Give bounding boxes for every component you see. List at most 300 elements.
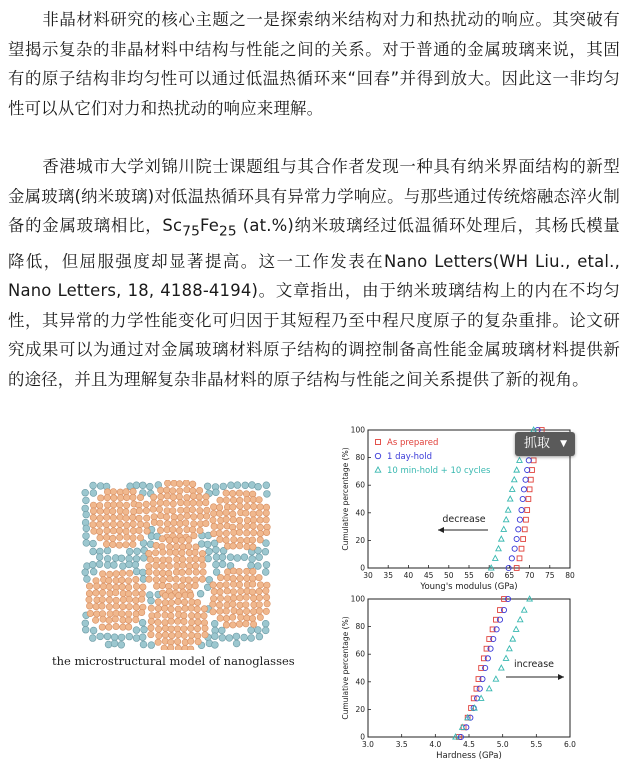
grain-atom bbox=[136, 508, 142, 514]
grain-atom bbox=[186, 583, 192, 589]
interface-atom bbox=[219, 561, 226, 568]
grain-atom bbox=[175, 592, 181, 598]
interface-atom bbox=[141, 626, 148, 633]
grain-atom bbox=[133, 617, 139, 623]
grain-atom bbox=[99, 624, 105, 630]
interface-atom bbox=[133, 568, 140, 575]
grain-atom bbox=[224, 569, 230, 575]
grain-atom bbox=[104, 514, 110, 520]
grain-atom bbox=[187, 557, 193, 563]
interface-atom bbox=[255, 483, 262, 490]
grain-atom bbox=[164, 480, 170, 486]
figure bbox=[0, 418, 630, 766]
grain-atom bbox=[231, 608, 237, 614]
interface-atom bbox=[212, 642, 219, 649]
grain-atom bbox=[185, 577, 191, 583]
chart-annotation: decrease bbox=[442, 514, 486, 525]
interface-atom bbox=[82, 620, 89, 627]
grain-atom bbox=[99, 571, 105, 577]
grain-atom bbox=[110, 521, 116, 527]
grain-atom bbox=[216, 504, 222, 510]
grain-atom bbox=[263, 517, 269, 523]
grain-atom bbox=[96, 528, 102, 534]
grain-atom bbox=[159, 582, 165, 588]
grain-atom bbox=[237, 595, 243, 601]
grain-atom bbox=[157, 527, 163, 533]
grain-atom bbox=[194, 625, 200, 631]
grain-atom bbox=[159, 536, 165, 542]
grain-atom bbox=[155, 639, 161, 645]
x-tick-label: 60 bbox=[484, 571, 494, 580]
grain-atom bbox=[223, 509, 229, 515]
grain-atom bbox=[256, 588, 262, 594]
grain-atom bbox=[199, 550, 205, 556]
x-tick-label: 80 bbox=[565, 571, 575, 580]
legend-label: 10 min-hold + 10 cycles bbox=[387, 466, 491, 476]
interface-atom bbox=[82, 626, 89, 633]
x-tick-label: 75 bbox=[545, 571, 555, 580]
grain-atom bbox=[238, 588, 244, 594]
interface-atom bbox=[206, 548, 213, 555]
grain-atom bbox=[203, 520, 209, 526]
interface-atom bbox=[90, 490, 97, 497]
interface-atom bbox=[213, 554, 220, 561]
grain-atom bbox=[177, 488, 183, 494]
grain-atom bbox=[243, 510, 249, 516]
grain-atom bbox=[188, 625, 194, 631]
grain-atom bbox=[264, 601, 270, 607]
grain-atom bbox=[119, 577, 125, 583]
grain-atom bbox=[106, 597, 112, 603]
legend-label: As prepared bbox=[387, 438, 439, 448]
grain-atom bbox=[189, 619, 195, 625]
grain-atom bbox=[96, 521, 102, 527]
grain-atom bbox=[120, 624, 126, 630]
grain-atom bbox=[166, 563, 172, 569]
interface-atom bbox=[111, 634, 118, 641]
grain-atom bbox=[170, 494, 176, 500]
grain-atom bbox=[113, 597, 119, 603]
grain-atom bbox=[86, 603, 92, 609]
grain-atom bbox=[98, 495, 104, 501]
grain-atom bbox=[257, 517, 263, 523]
grain-atom bbox=[200, 562, 206, 568]
grain-atom bbox=[263, 510, 269, 516]
grain-atom bbox=[110, 508, 116, 514]
interface-atom bbox=[263, 540, 270, 547]
grain-atom bbox=[143, 508, 149, 514]
grain-atom bbox=[197, 513, 203, 519]
grain-atom bbox=[216, 602, 222, 608]
grain-atom bbox=[155, 599, 161, 605]
grain-atom bbox=[256, 497, 262, 503]
grain-atom bbox=[117, 495, 123, 501]
grab-button[interactable] bbox=[515, 432, 575, 456]
grain-atom bbox=[193, 556, 199, 562]
grain-atom bbox=[124, 494, 130, 500]
grain-atom bbox=[176, 481, 182, 487]
grain-atom bbox=[250, 581, 256, 587]
interface-atom bbox=[262, 569, 269, 576]
grain-atom bbox=[113, 577, 119, 583]
grain-atom bbox=[117, 534, 123, 540]
y-tick-label: 40 bbox=[355, 508, 365, 518]
grain-atom bbox=[93, 590, 99, 596]
interface-atom bbox=[148, 642, 155, 649]
grain-atom bbox=[223, 615, 229, 621]
grain-atom bbox=[230, 614, 236, 620]
grain-atom bbox=[117, 521, 123, 527]
interface-atom bbox=[104, 562, 111, 569]
grain-atom bbox=[201, 613, 207, 619]
interface-atom bbox=[118, 555, 125, 562]
interface-atom bbox=[133, 482, 140, 489]
grain-atom bbox=[103, 534, 109, 540]
grain-atom bbox=[170, 508, 176, 514]
grab-button-label: 抓取 bbox=[524, 436, 551, 451]
grain-atom bbox=[190, 493, 196, 499]
interface-atom bbox=[140, 641, 147, 648]
grain-atom bbox=[160, 549, 166, 555]
grain-atom bbox=[170, 501, 176, 507]
grain-atom bbox=[119, 584, 125, 590]
interface-atom bbox=[234, 482, 241, 489]
grain-atom bbox=[148, 625, 154, 631]
grain-atom bbox=[170, 488, 176, 494]
grain-atom bbox=[177, 521, 183, 527]
interface-atom bbox=[97, 633, 104, 640]
interface-atom bbox=[118, 634, 125, 641]
x-tick-label: 65 bbox=[504, 571, 515, 580]
figure-caption: the microstructural model of nanoglasses bbox=[52, 654, 295, 668]
grain-atom bbox=[257, 524, 263, 530]
grain-atom bbox=[130, 488, 136, 494]
grain-atom bbox=[250, 595, 256, 601]
grain-atom bbox=[139, 596, 145, 602]
chart-annotation: increase bbox=[513, 659, 555, 670]
grain-atom bbox=[243, 594, 249, 600]
grain-atom bbox=[224, 575, 230, 581]
grain-atom bbox=[166, 557, 172, 563]
y-tick-label: 20 bbox=[355, 535, 365, 545]
grain-atom bbox=[238, 614, 244, 620]
interface-atom bbox=[96, 554, 103, 561]
grain-atom bbox=[168, 618, 174, 624]
grain-atom bbox=[250, 621, 256, 627]
interface-atom bbox=[248, 627, 255, 634]
grain-atom bbox=[164, 487, 170, 493]
grain-atom bbox=[237, 503, 243, 509]
grain-atom bbox=[143, 501, 149, 507]
grain-atom bbox=[110, 489, 116, 495]
interface-atom bbox=[213, 546, 220, 553]
grain-atom bbox=[159, 563, 165, 569]
grain-atom bbox=[170, 526, 176, 532]
grain-atom bbox=[143, 522, 149, 528]
x-tick-label: 6.0 bbox=[564, 740, 576, 749]
grain-atom bbox=[155, 626, 161, 632]
interface-atom bbox=[219, 554, 226, 561]
interface-atom bbox=[148, 597, 155, 604]
interface-atom bbox=[82, 505, 89, 512]
grain-atom bbox=[110, 515, 116, 521]
grain-atom bbox=[100, 583, 106, 589]
grain-atom bbox=[263, 608, 269, 614]
paragraph-findings bbox=[8, 152, 620, 394]
grain-atom bbox=[190, 481, 196, 487]
grain-atom bbox=[223, 490, 229, 496]
grain-atom bbox=[164, 493, 170, 499]
grain-atom bbox=[125, 578, 131, 584]
grain-atom bbox=[87, 610, 93, 616]
grain-atom bbox=[202, 625, 208, 631]
grain-atom bbox=[237, 602, 243, 608]
grain-atom bbox=[230, 622, 236, 628]
grain-atom bbox=[201, 606, 207, 612]
grain-atom bbox=[223, 530, 229, 536]
grain-atom bbox=[249, 537, 255, 543]
grain-atom bbox=[188, 646, 194, 650]
grain-atom bbox=[197, 507, 203, 513]
legend-label: 1 day-hold bbox=[387, 452, 433, 462]
interface-atom bbox=[233, 640, 240, 647]
grain-atom bbox=[131, 508, 137, 514]
y-tick-label: 100 bbox=[350, 426, 365, 435]
grain-atom bbox=[196, 494, 202, 500]
grain-atom bbox=[117, 508, 123, 514]
grain-atom bbox=[147, 556, 153, 562]
grain-atom bbox=[146, 569, 152, 575]
grain-atom bbox=[175, 598, 181, 604]
grain-atom bbox=[157, 520, 163, 526]
x-tick-label: 5.5 bbox=[530, 740, 543, 749]
interface-atom bbox=[249, 482, 256, 489]
grain-atom bbox=[244, 523, 250, 529]
caret-down-icon: ▼ bbox=[560, 439, 567, 449]
grain-atom bbox=[190, 500, 196, 506]
grain-atom bbox=[231, 536, 237, 542]
grain-atom bbox=[94, 583, 100, 589]
grain-atom bbox=[189, 507, 195, 513]
grain-atom bbox=[192, 577, 198, 583]
grain-atom bbox=[236, 529, 242, 535]
grain-atom bbox=[106, 617, 112, 623]
interface-atom bbox=[228, 482, 235, 489]
grain-atom bbox=[162, 638, 168, 644]
grain-atom bbox=[188, 632, 194, 638]
grain-atom bbox=[173, 549, 179, 555]
grain-atom bbox=[148, 618, 154, 624]
grain-atom bbox=[123, 515, 129, 521]
interface-atom bbox=[211, 620, 218, 627]
grain-atom bbox=[188, 638, 194, 644]
interface-atom bbox=[262, 627, 269, 634]
grain-atom bbox=[231, 529, 237, 535]
grain-atom bbox=[188, 592, 194, 598]
x-tick-label: 55 bbox=[464, 571, 474, 580]
grain-atom bbox=[94, 611, 100, 617]
grain-atom bbox=[223, 622, 229, 628]
interface-atom bbox=[256, 554, 263, 561]
grain-atom bbox=[244, 530, 250, 536]
grain-atom bbox=[194, 606, 200, 612]
grain-atom bbox=[191, 514, 197, 520]
grain-atom bbox=[161, 605, 167, 611]
grain-atom bbox=[133, 583, 139, 589]
grain-atom bbox=[250, 568, 256, 574]
grain-atom bbox=[146, 550, 152, 556]
grain-atom bbox=[150, 506, 156, 512]
x-tick-label: 45 bbox=[423, 571, 434, 580]
grain-atom bbox=[93, 603, 99, 609]
grain-atom bbox=[162, 625, 168, 631]
grain-atom bbox=[162, 593, 168, 599]
grain-atom bbox=[250, 511, 256, 517]
grain-atom bbox=[116, 527, 122, 533]
grain-atom bbox=[211, 523, 217, 529]
interface-atom bbox=[234, 555, 241, 562]
y-tick-label: 40 bbox=[355, 677, 365, 687]
interface-atom bbox=[213, 489, 220, 496]
grain-atom bbox=[155, 605, 161, 611]
y-tick-label: 60 bbox=[355, 649, 365, 659]
grain-atom bbox=[236, 582, 242, 588]
grain-atom bbox=[210, 601, 216, 607]
grain-atom bbox=[164, 521, 170, 527]
grain-atom bbox=[195, 619, 201, 625]
grain-atom bbox=[250, 608, 256, 614]
grain-atom bbox=[223, 608, 229, 614]
interface-atom bbox=[133, 627, 140, 634]
grain-atom bbox=[230, 497, 236, 503]
grain-atom bbox=[163, 500, 169, 506]
grain-atom bbox=[224, 602, 230, 608]
grain-atom bbox=[204, 513, 210, 519]
x-tick-label: 4.5 bbox=[463, 740, 475, 749]
grain-atom bbox=[126, 570, 132, 576]
grain-atom bbox=[199, 576, 205, 582]
grain-atom bbox=[107, 611, 113, 617]
grain-atom bbox=[119, 611, 125, 617]
grain-atom bbox=[130, 541, 136, 547]
grain-atom bbox=[152, 550, 158, 556]
grain-atom bbox=[99, 603, 105, 609]
x-tick-label: 40 bbox=[403, 571, 414, 580]
interface-atom bbox=[213, 569, 220, 576]
grain-atom bbox=[189, 599, 195, 605]
interface-atom bbox=[90, 540, 97, 547]
grain-atom bbox=[230, 568, 236, 574]
interface-atom bbox=[211, 633, 218, 640]
grain-atom bbox=[236, 568, 242, 574]
y-tick-label: 0 bbox=[360, 563, 365, 573]
interface-atom bbox=[90, 548, 97, 555]
grain-atom bbox=[237, 575, 243, 581]
grain-atom bbox=[171, 520, 177, 526]
grain-atom bbox=[173, 543, 179, 549]
hardness-chart bbox=[328, 593, 578, 766]
interface-atom bbox=[262, 620, 269, 627]
grain-atom bbox=[193, 569, 199, 575]
interface-atom bbox=[233, 633, 240, 640]
grain-atom bbox=[130, 535, 136, 541]
interface-atom bbox=[83, 497, 90, 504]
grain-atom bbox=[146, 576, 152, 582]
interface-atom bbox=[118, 641, 125, 648]
grain-atom bbox=[153, 577, 159, 583]
grain-atom bbox=[256, 602, 262, 608]
grain-atom bbox=[257, 504, 263, 510]
interface-atom bbox=[248, 635, 255, 642]
grain-atom bbox=[250, 503, 256, 509]
grain-atom bbox=[126, 603, 132, 609]
grain-atom bbox=[110, 528, 116, 534]
grain-atom bbox=[230, 575, 236, 581]
grain-atom bbox=[184, 513, 190, 519]
grain-atom bbox=[160, 570, 166, 576]
grain-atom bbox=[230, 581, 236, 587]
x-tick-label: 5.0 bbox=[496, 740, 509, 749]
interface-atom bbox=[263, 561, 270, 568]
grain-atom bbox=[263, 588, 269, 594]
interface-atom bbox=[133, 555, 140, 562]
interface-atom bbox=[256, 633, 263, 640]
grain-atom bbox=[99, 590, 105, 596]
grain-atom bbox=[123, 502, 129, 508]
grain-atom bbox=[217, 615, 223, 621]
grain-atom bbox=[174, 563, 180, 569]
grain-atom bbox=[197, 527, 203, 533]
grain-atom bbox=[160, 577, 166, 583]
grain-atom bbox=[97, 515, 103, 521]
grain-atom bbox=[110, 541, 116, 547]
grain-atom bbox=[136, 515, 142, 521]
grain-atom bbox=[103, 541, 109, 547]
interface-atom bbox=[126, 633, 133, 640]
grain-atom bbox=[217, 595, 223, 601]
grain-atom bbox=[137, 535, 143, 541]
grain-atom bbox=[166, 537, 172, 543]
formula-sc-subscript: 75 bbox=[182, 223, 201, 240]
x-tick-label: 50 bbox=[444, 571, 454, 580]
grain-atom bbox=[156, 633, 162, 639]
interface-atom bbox=[204, 541, 211, 548]
grain-atom bbox=[174, 638, 180, 644]
interface-atom bbox=[90, 482, 97, 489]
grain-atom bbox=[157, 500, 163, 506]
grain-atom bbox=[153, 570, 159, 576]
grain-atom bbox=[173, 537, 179, 543]
grain-atom bbox=[117, 514, 123, 520]
grain-atom bbox=[203, 494, 209, 500]
grain-atom bbox=[179, 556, 185, 562]
grain-atom bbox=[110, 502, 116, 508]
grain-atom bbox=[168, 600, 174, 606]
grain-atom bbox=[120, 603, 126, 609]
grain-atom bbox=[181, 632, 187, 638]
grain-atom bbox=[130, 521, 136, 527]
grain-atom bbox=[210, 510, 216, 516]
grain-atom bbox=[126, 596, 132, 602]
interface-atom bbox=[213, 561, 220, 568]
grain-atom bbox=[113, 610, 119, 616]
grain-atom bbox=[97, 508, 103, 514]
grain-atom bbox=[230, 543, 236, 549]
interface-atom bbox=[255, 627, 262, 634]
interface-atom bbox=[119, 563, 126, 570]
x-tick-label: 4.0 bbox=[429, 740, 442, 749]
grain-atom bbox=[185, 543, 191, 549]
